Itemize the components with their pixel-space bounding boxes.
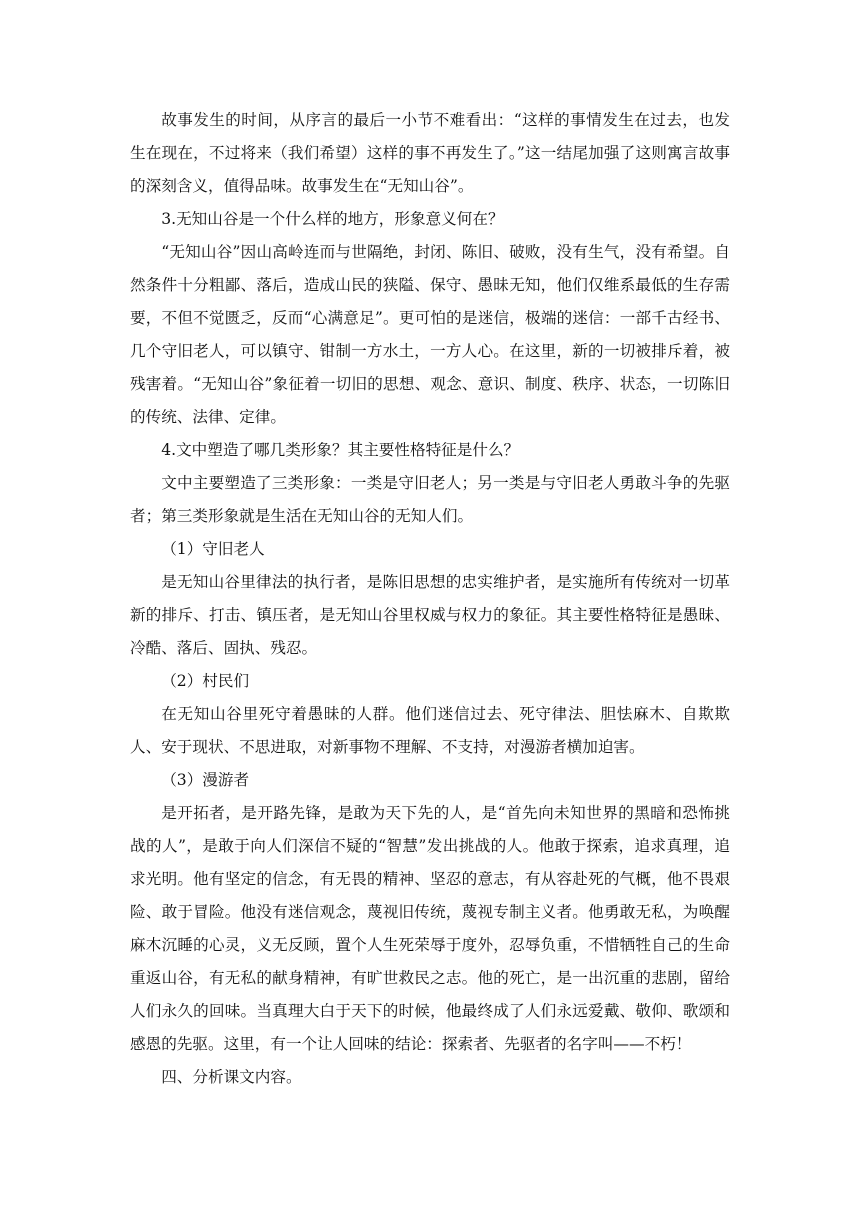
paragraph-villagers: 在无知山谷里死守着愚昧的人群。他们迷信过去、死守律法、胆怯麻木、自欺欺人、安于现状、不思进取，对新事物不理解、不支持，对漫游者横加迫害。 <box>130 705 730 756</box>
section-4-heading: 四、分析课文内容。 <box>161 1068 302 1086</box>
paragraph-valley-description: “无知山谷”因山高岭连而与世隔绝，封闭、陈旧、破败，没有生气，没有希望。自然条件十分粗鄙、落后，造成山民的狭隘、保守、愚昧无知，他们仅维系最低的生存需要，不但不觉匮乏，反而“心满意足”。更可怕的是迷信，极端的迷信：一部千古经书、几个守旧老人，可以镇守、钳制一方水土，一方人心。在这里，新的一切被排斥着，被残害着。“无知山谷”象征着一切旧的思想、观念、意识、制度、秩序、状态，一切陈旧的传统、法律、定律。 <box>130 243 730 426</box>
question-4-heading: 4.文中塑造了哪几类形象？其主要性格特征是什么？ <box>161 441 520 459</box>
subheading-villagers: （2）村民们 <box>161 672 250 690</box>
paragraph-story-time: 故事发生的时间，从序言的最后一小节不难看出：“这样的事情发生在过去，也发生在现在，不过将来（我们希望）这样的事不再发生了。”这一结尾加强了这则寓言故事的深刻含义，值得品味。故事发生在“无知山谷”。 <box>130 111 730 195</box>
paragraph-three-types: 文中主要塑造了三类形象：一类是守旧老人；另一类是与守旧老人勇敢斗争的先驱者；第三类形象就是生活在无知山谷的无知人们。 <box>130 474 730 525</box>
subheading-old-men: （1）守旧老人 <box>161 540 265 558</box>
paragraph-old-men: 是无知山谷里律法的执行者，是陈旧思想的忠实维护者，是实施所有传统对一切革新的排斥、打击、镇压者，是无知山谷里权威与权力的象征。其主要性格特征是愚昧、冷酷、落后、固执、残忍。 <box>130 573 730 657</box>
subheading-wanderer: （3）漫游者 <box>161 771 250 789</box>
document-page <box>130 104 730 1094</box>
paragraph-wanderer: 是开拓者，是开路先锋，是敢为天下先的人，是“首先向未知世界的黑暗和恐怖挑战的人”，是敢于向人们深信不疑的“智慧”发出挑战的人。他敢于探索，追求真理，追求光明。他有坚定的信念，有无畏的精神、坚忍的意志，有从容赴死的气概，他不畏艰险、敢于冒险。他没有迷信观念，蔑视旧传统，蔑视专制主义者。他勇敢无私，为唤醒麻木沉睡的心灵，义无反顾，置个人生死荣辱于度外，忍辱负重，不惜牺牲自己的生命重返山谷，有无私的献身精神，有旷世救民之志。他的死亡，是一出沉重的悲剧，留给人们永久的回味。当真理大白于天下的时候，他最终成了人们永远爱戴、敬仰、歌颂和感恩的先驱。这里，有一个让人回味的结论：探索者、先驱者的名字叫——不朽！ <box>130 804 730 1053</box>
question-3-heading: 3.无知山谷是一个什么样的地方，形象意义何在？ <box>161 210 504 228</box>
